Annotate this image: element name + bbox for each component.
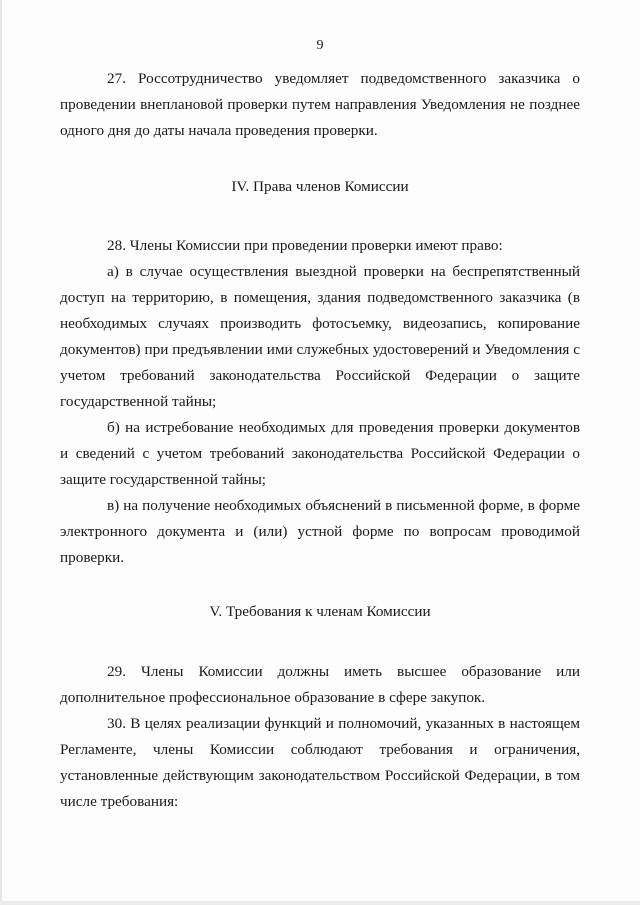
paragraph-28-a: а) в случае осуществления выездной проверки на беспрепятственный доступ на территорию, в помещения, здания подведомственного заказчика (в необходимых случаях производить фотосъемку, видеозапись, копирование документов) при предъявлении ими служебных удостоверений и Уведомления с учетом требований законодательства Российской Федерации о защите государственной тайны; [60, 263, 580, 410]
paragraph-28: 28. Члены Комиссии при проведении проверки имеют право: [107, 237, 503, 254]
scan-bottom-edge [0, 901, 640, 905]
paragraph-27: 27. Россотрудничество уведомляет подведомственного заказчика о проведении внеплановой проверки путем направления Уведомления не позднее одного дня до даты начала проведения проверки. [60, 70, 580, 139]
section-4-heading: IV. Права членов Комиссии [231, 178, 409, 195]
page-number: 9 [316, 38, 324, 53]
paragraph-30: 30. В целях реализации функций и полномочий, указанных в настоящем Регламенте, члены Комиссии соблюдают требования и ограничения, установленные действующим законодательством Российской Федерации, в том числе требования: [60, 715, 580, 810]
paragraph-29: 29. Члены Комиссии должны иметь высшее образование или дополнительное профессиональное образование в сфере закупок. [60, 663, 580, 706]
document-body [60, 66, 580, 815]
paragraph-28-b: б) на истребование необходимых для проведения проверки документов и сведений с учетом требований законодательства Российской Федерации о защите государственной тайны; [60, 419, 580, 488]
paragraph-28-c: в) на получение необходимых объяснений в письменной форме, в форме электронного документа и (или) устной форме по вопросам проводимой проверки. [60, 497, 580, 566]
scan-left-edge [0, 0, 2, 905]
section-5-heading: V. Требования к членам Комиссии [209, 603, 431, 620]
